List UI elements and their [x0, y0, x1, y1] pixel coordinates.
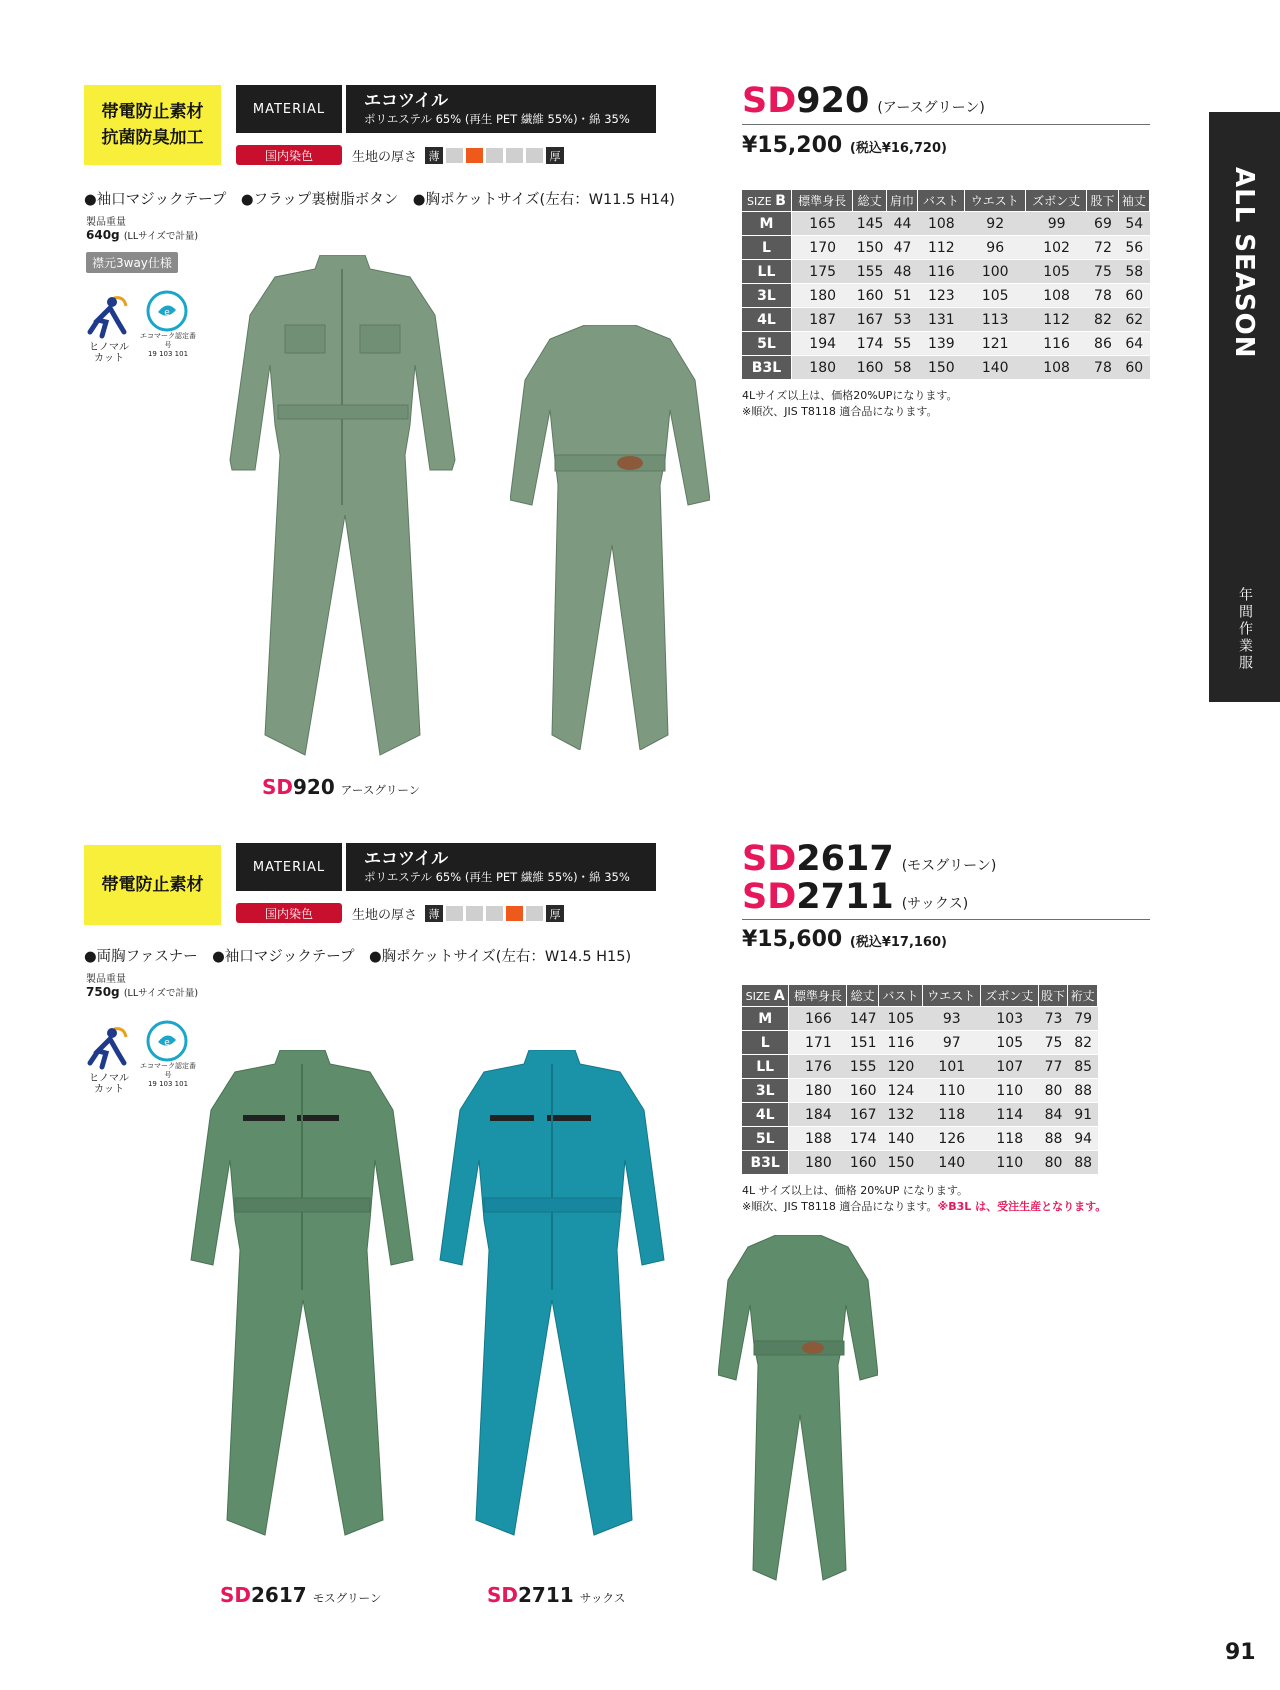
size-label-cell: 3L: [742, 283, 792, 307]
table-cell: 116: [879, 1030, 923, 1054]
table-cell: 170: [792, 235, 853, 259]
thickness-step: [526, 148, 543, 163]
table-cell: 105: [1026, 259, 1087, 283]
eco-mark-icon: [146, 1020, 188, 1062]
thickness-step: [486, 148, 503, 163]
season-label: ALL SEASON: [1229, 167, 1259, 359]
table-cell: 150: [879, 1150, 923, 1174]
material-label-1: MATERIAL: [236, 85, 342, 133]
table-cell: 116: [1026, 331, 1087, 355]
table-row: [742, 1030, 1098, 1054]
table-header: ウエスト: [965, 190, 1026, 211]
size-label-cell: M: [742, 211, 792, 235]
table-header: ウエスト: [923, 985, 981, 1006]
table-cell: 73: [1039, 1006, 1069, 1030]
table-cell: 140: [879, 1126, 923, 1150]
feature-antibacterial: 抗菌防臭加工: [101, 128, 204, 148]
table-cell: 187: [792, 307, 853, 331]
table-header: 股下: [1039, 985, 1069, 1006]
material-name: エコツイル: [364, 91, 449, 111]
thickness-step: [506, 148, 523, 163]
table-cell: 110: [981, 1078, 1039, 1102]
table-cell: 101: [923, 1054, 981, 1078]
thickness-step: [526, 906, 543, 921]
table-cell: 123: [918, 283, 964, 307]
weight-value-2: 750g (LLサイズで計量): [86, 985, 199, 999]
table-cell: 91: [1068, 1102, 1098, 1126]
table-header: 総丈: [853, 190, 886, 211]
coverall-back-image: [718, 1235, 878, 1585]
thickness-scale-2: [352, 904, 564, 923]
table-cell: 86: [1087, 331, 1118, 355]
table-cell: 78: [1087, 355, 1118, 379]
table-row: [742, 1054, 1098, 1078]
size-label-cell: 4L: [742, 1102, 789, 1126]
size-label-cell: LL: [742, 259, 792, 283]
table-cell: 112: [1026, 307, 1087, 331]
material-box-2: [346, 843, 656, 891]
size-type-header: SIZE A: [742, 985, 789, 1006]
table-row: [742, 1150, 1098, 1174]
table-cell: 64: [1119, 331, 1150, 355]
coverall-mossgreen-front-image: [185, 1050, 420, 1540]
table-cell: 155: [847, 1054, 879, 1078]
table-cell: 131: [918, 307, 964, 331]
category-label: 年間作業服: [1237, 587, 1253, 672]
table-cell: 99: [1026, 211, 1087, 235]
table-cell: 53: [887, 307, 918, 331]
size-label-cell: LL: [742, 1054, 789, 1078]
side-tab: [1209, 112, 1280, 702]
price-2: ¥15,600 (税込¥17,160): [742, 927, 947, 952]
table-cell: 180: [789, 1150, 847, 1174]
dye-badge-1: 国内染色: [236, 145, 342, 165]
table-cell: 92: [965, 211, 1026, 235]
material-name: エコツイル: [364, 849, 449, 869]
title-divider-2: [742, 919, 1150, 920]
table-cell: 108: [1026, 283, 1087, 307]
table-cell: 160: [847, 1078, 879, 1102]
table-cell: 171: [789, 1030, 847, 1054]
table-cell: 132: [879, 1102, 923, 1126]
thin-marker: 薄: [425, 147, 443, 164]
coverall-saxe-front-image: [432, 1050, 672, 1540]
table-cell: 118: [923, 1102, 981, 1126]
thickness-step-active: [466, 148, 483, 163]
table-row: [742, 1078, 1098, 1102]
table-cell: 112: [918, 235, 964, 259]
thickness-label: 生地の厚さ: [352, 908, 418, 923]
size-table-2: [742, 985, 1098, 1174]
table-header: 肩巾: [887, 190, 918, 211]
table-cell: 82: [1087, 307, 1118, 331]
table-cell: 151: [847, 1030, 879, 1054]
table-cell: 188: [789, 1126, 847, 1150]
table-row: [742, 283, 1150, 307]
table-cell: 160: [847, 1150, 879, 1174]
table-cell: 139: [918, 331, 964, 355]
size-label-cell: B3L: [742, 355, 792, 379]
table-cell: 88: [1068, 1078, 1098, 1102]
table-cell: 124: [879, 1078, 923, 1102]
size-type-header: SIZE B: [742, 190, 792, 211]
hinomaru-cut-icon: [84, 1023, 134, 1071]
size-label-cell: L: [742, 235, 792, 259]
table-cell: 82: [1068, 1030, 1098, 1054]
table-cell: 77: [1039, 1054, 1069, 1078]
table-cell: 48: [887, 259, 918, 283]
feature-box-1: [84, 85, 221, 165]
table-header: 裄丈: [1068, 985, 1098, 1006]
feature-bullets-1: ●袖口マジックテープ ●フラップ裏樹脂ボタン ●胸ポケットサイズ(左右：W11.5 H14): [84, 192, 675, 208]
table-cell: 97: [923, 1030, 981, 1054]
feature-antistatic: 帯電防止素材: [101, 102, 204, 122]
table-header: 股下: [1087, 190, 1118, 211]
feature-antistatic: 帯電防止素材: [101, 875, 204, 895]
material-composition: ポリエステル 65% (再生 PET 繊維 55%)・綿 35%: [364, 112, 630, 126]
table-cell: 145: [853, 211, 886, 235]
table-cell: 175: [792, 259, 853, 283]
table-cell: 150: [918, 355, 964, 379]
eco-mark-caption: エコマーク認定番号 19 103 101: [140, 1062, 196, 1088]
table-cell: 118: [981, 1126, 1039, 1150]
table-cell: 51: [887, 283, 918, 307]
table-cell: 84: [1039, 1102, 1069, 1126]
table-row: [742, 235, 1150, 259]
table-header: ズボン丈: [1026, 190, 1087, 211]
model-title-sd2617: SD2617 (モスグリーン): [742, 839, 997, 879]
size-label-cell: 3L: [742, 1078, 789, 1102]
model-title-sd920: SD920 (アースグリーン): [742, 81, 985, 121]
thick-marker: 厚: [546, 147, 564, 164]
thickness-step: [466, 906, 483, 921]
hinomaru-caption: ヒノマル カット: [89, 1073, 129, 1095]
size-label-cell: 5L: [742, 1126, 789, 1150]
table-row: [742, 259, 1150, 283]
table-cell: 174: [853, 331, 886, 355]
model-title-sd2711: SD2711 (サックス): [742, 877, 969, 917]
table-cell: 79: [1068, 1006, 1098, 1030]
table-cell: 108: [918, 211, 964, 235]
table-cell: 126: [923, 1126, 981, 1150]
table-row: [742, 307, 1150, 331]
table-cell: 80: [1039, 1150, 1069, 1174]
table-cell: 140: [965, 355, 1026, 379]
price-1: ¥15,200 (税込¥16,720): [742, 133, 947, 158]
collar-3way-tag: 襟元3way仕様: [86, 252, 178, 273]
table-cell: 62: [1119, 307, 1150, 331]
table-cell: 110: [981, 1150, 1039, 1174]
thin-marker: 薄: [425, 905, 443, 922]
notes-2: 4L サイズ以上は、価格 20%UP になります。 ※順次、JIS T8118 適合品になります。※B3L は、受注生産となります。: [742, 1184, 1107, 1213]
table-cell: 167: [847, 1102, 879, 1126]
thickness-step-active: [506, 906, 523, 921]
thickness-step: [446, 148, 463, 163]
table-cell: 107: [981, 1054, 1039, 1078]
thick-marker: 厚: [546, 905, 564, 922]
table-cell: 103: [981, 1006, 1039, 1030]
table-cell: 110: [923, 1078, 981, 1102]
table-cell: 94: [1068, 1126, 1098, 1150]
caption-sd2711: SD2711 サックス: [487, 1583, 626, 1607]
table-cell: 140: [923, 1150, 981, 1174]
table-cell: 108: [1026, 355, 1087, 379]
table-cell: 69: [1087, 211, 1118, 235]
svg-text:e: e: [164, 1038, 170, 1048]
table-cell: 174: [847, 1126, 879, 1150]
table-cell: 160: [853, 283, 886, 307]
table-cell: 88: [1068, 1150, 1098, 1174]
table-cell: 47: [887, 235, 918, 259]
table-row: [742, 1006, 1098, 1030]
size-label-cell: 5L: [742, 331, 792, 355]
table-row: [742, 1126, 1098, 1150]
thickness-scale-1: [352, 146, 564, 165]
table-cell: 58: [1119, 259, 1150, 283]
table-cell: 44: [887, 211, 918, 235]
hinomaru-cut-icon: [84, 292, 134, 340]
table-cell: 176: [789, 1054, 847, 1078]
table-header: 袖丈: [1119, 190, 1150, 211]
table-cell: 155: [853, 259, 886, 283]
table-cell: 165: [792, 211, 853, 235]
size-label-cell: M: [742, 1006, 789, 1030]
table-cell: 105: [981, 1030, 1039, 1054]
thickness-step: [486, 906, 503, 921]
feature-bullets-2: ●両胸ファスナー ●袖口マジックテープ ●胸ポケットサイズ(左右：W14.5 H15): [84, 949, 632, 965]
size-label-cell: L: [742, 1030, 789, 1054]
table-cell: 105: [879, 1006, 923, 1030]
table-cell: 75: [1087, 259, 1118, 283]
material-label-2: MATERIAL: [236, 843, 342, 891]
table-cell: 116: [918, 259, 964, 283]
table-cell: 100: [965, 259, 1026, 283]
table-cell: 75: [1039, 1030, 1069, 1054]
table-cell: 102: [1026, 235, 1087, 259]
table-cell: 150: [853, 235, 886, 259]
thickness-label: 生地の厚さ: [352, 150, 418, 165]
table-cell: 88: [1039, 1126, 1069, 1150]
caption-sd2617: SD2617 モスグリーン: [220, 1583, 382, 1607]
table-cell: 80: [1039, 1078, 1069, 1102]
table-header: ズボン丈: [981, 985, 1039, 1006]
dye-badge-2: 国内染色: [236, 903, 342, 923]
svg-text:e: e: [164, 308, 170, 318]
coverall-front-image: [220, 255, 465, 760]
table-cell: 194: [792, 331, 853, 355]
table-cell: 55: [887, 331, 918, 355]
table-header: バスト: [879, 985, 923, 1006]
table-cell: 160: [853, 355, 886, 379]
table-cell: 58: [887, 355, 918, 379]
page-number: 91: [1225, 1640, 1256, 1665]
table-cell: 60: [1119, 355, 1150, 379]
hinomaru-caption: ヒノマル カット: [89, 342, 129, 364]
table-cell: 184: [789, 1102, 847, 1126]
table-cell: 96: [965, 235, 1026, 259]
caption-sd920: SD920 アースグリーン: [262, 775, 421, 799]
material-box-1: [346, 85, 656, 133]
eco-mark-caption: エコマーク認定番号 19 103 101: [140, 332, 196, 358]
weight-value-1: 640g (LLサイズで計量): [86, 228, 199, 242]
table-header: 標準身長: [789, 985, 847, 1006]
notes-1: 4Lサイズ以上は、価格20%UPになります。 ※順次、JIS T8118 適合品になります。: [742, 389, 958, 418]
size-table-1: [742, 190, 1150, 379]
table-cell: 54: [1119, 211, 1150, 235]
table-row: [742, 1102, 1098, 1126]
table-row: [742, 211, 1150, 235]
table-cell: 93: [923, 1006, 981, 1030]
table-cell: 166: [789, 1006, 847, 1030]
size-label-cell: 4L: [742, 307, 792, 331]
thickness-step: [446, 906, 463, 921]
size-label-cell: B3L: [742, 1150, 789, 1174]
table-cell: 105: [965, 283, 1026, 307]
table-cell: 72: [1087, 235, 1118, 259]
table-cell: 121: [965, 331, 1026, 355]
table-cell: 85: [1068, 1054, 1098, 1078]
feature-box-2: [84, 845, 221, 925]
weight-label-1: 製品重量: [86, 217, 126, 228]
material-composition: ポリエステル 65% (再生 PET 繊維 55%)・綿 35%: [364, 870, 630, 884]
table-row: [742, 355, 1150, 379]
table-cell: 78: [1087, 283, 1118, 307]
table-cell: 113: [965, 307, 1026, 331]
table-cell: 180: [789, 1078, 847, 1102]
table-header: バスト: [918, 190, 964, 211]
table-cell: 180: [792, 283, 853, 307]
table-header: 標準身長: [792, 190, 853, 211]
table-cell: 56: [1119, 235, 1150, 259]
weight-label-2: 製品重量: [86, 974, 126, 985]
table-cell: 114: [981, 1102, 1039, 1126]
table-cell: 147: [847, 1006, 879, 1030]
table-cell: 180: [792, 355, 853, 379]
table-cell: 120: [879, 1054, 923, 1078]
eco-mark-icon: [146, 290, 188, 332]
title-divider-1: [742, 124, 1150, 125]
table-cell: 60: [1119, 283, 1150, 307]
table-header: 総丈: [847, 985, 879, 1006]
coverall-back-image: [510, 325, 710, 750]
table-row: [742, 331, 1150, 355]
table-cell: 167: [853, 307, 886, 331]
